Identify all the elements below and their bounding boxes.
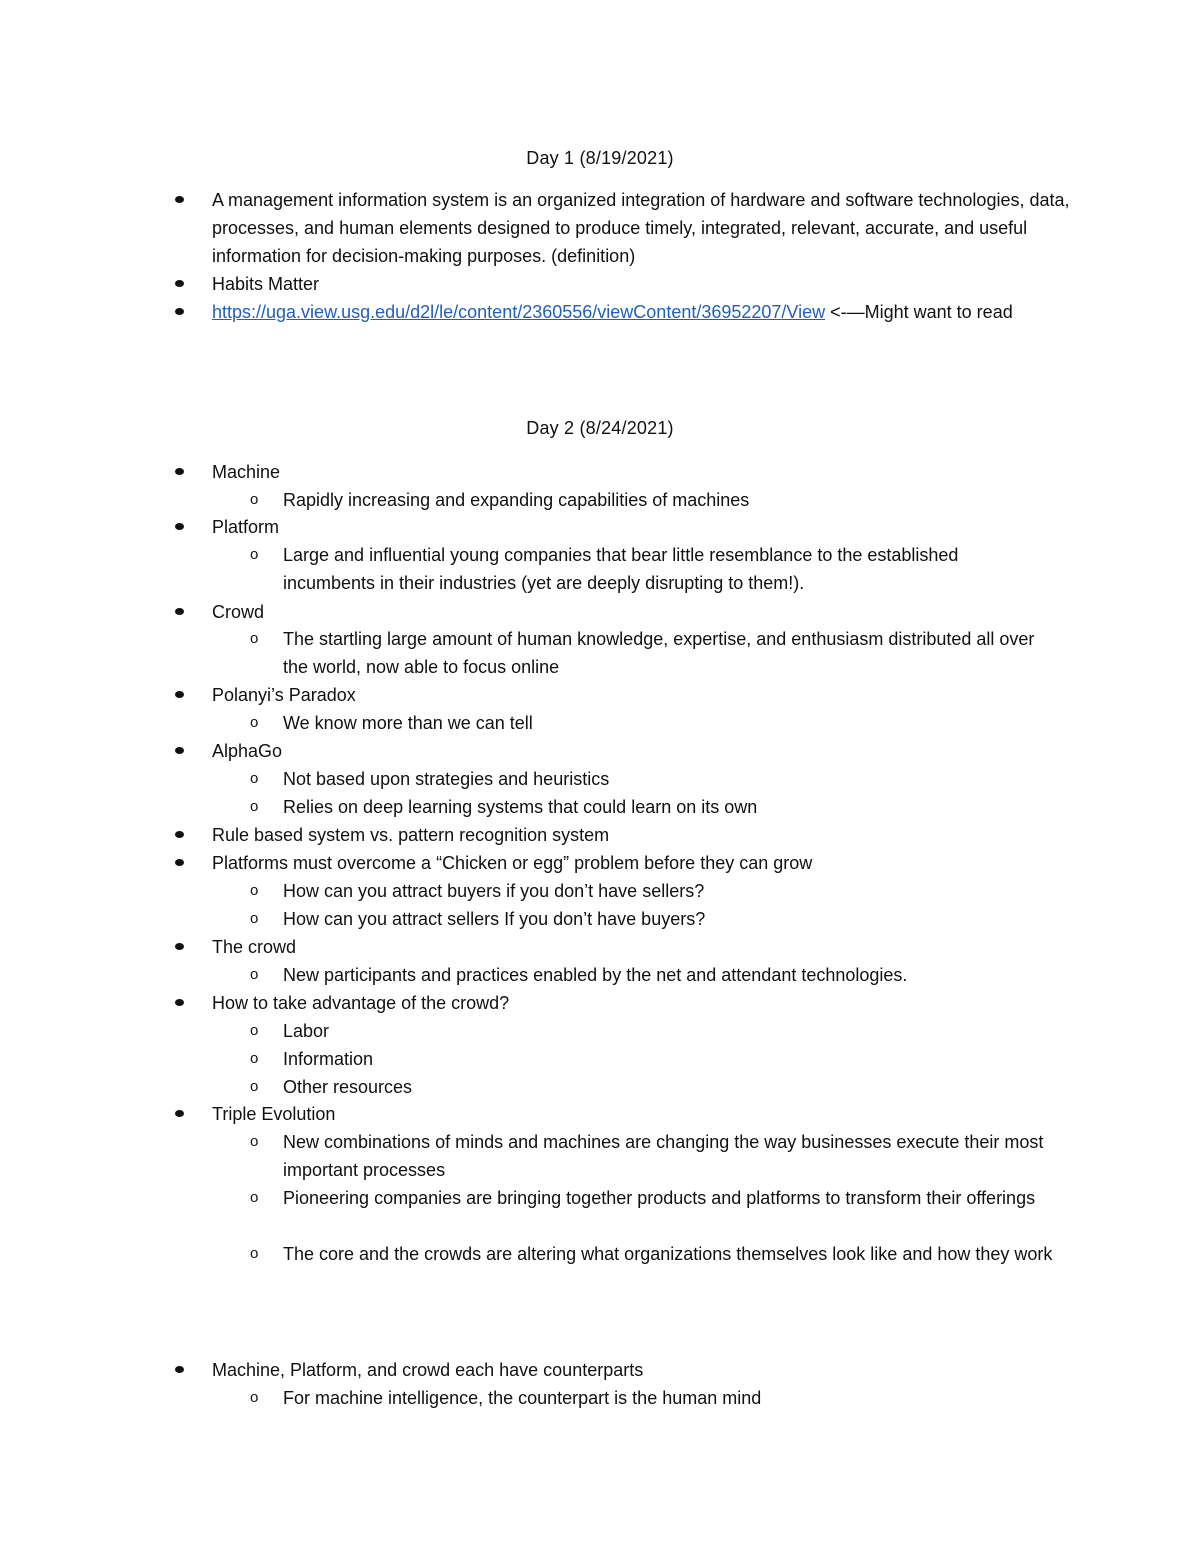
bullet-icon [175, 608, 184, 615]
day2-heading: Day 2 (8/24/2021) [526, 418, 674, 438]
day1-item-link [212, 298, 1072, 326]
day2-sub-item: New combinations of minds and machines are changing the way businesses execute their most important processes [283, 1132, 1044, 1180]
sub-bullet-icon: o [250, 910, 259, 927]
day1-item-habits: Habits Matter [212, 274, 320, 294]
link-note: <-—Might want to read [825, 302, 1013, 322]
bullet-icon [175, 999, 184, 1006]
day1-heading: Day 1 (8/19/2021) [526, 148, 674, 168]
day2-item: The crowd [212, 937, 297, 957]
sub-bullet-icon: o [250, 1189, 259, 1206]
day2-item: Triple Evolution [212, 1104, 336, 1124]
sub-bullet-icon: o [250, 1245, 259, 1262]
bullet-icon [175, 1110, 184, 1117]
day2-item: Crowd [212, 602, 265, 622]
sub-bullet-icon: o [250, 714, 259, 731]
day2-item: Platforms must overcome a “Chicken or egg” problem before they can grow [212, 853, 813, 873]
sub-bullet-icon: o [250, 546, 259, 563]
sub-bullet-icon: o [250, 491, 259, 508]
day2-item: Machine [212, 462, 281, 482]
sub-bullet-icon: o [250, 1050, 259, 1067]
day2-sub-item: The startling large amount of human knowledge, expertise, and enthusiasm distributed all over the world, now able to focus online [283, 629, 1035, 677]
day2-item: Platform [212, 517, 280, 537]
day2-sub-item: How can you attract buyers if you don’t have sellers? [283, 881, 705, 901]
day2-sub-item: For machine intelligence, the counterpart is the human mind [283, 1388, 762, 1408]
sub-bullet-icon: o [250, 1022, 259, 1039]
sub-bullet-icon: o [250, 798, 259, 815]
bullet-icon [175, 943, 184, 950]
bullet-icon [175, 747, 184, 754]
bullet-icon [175, 691, 184, 698]
day2-sub-item: Information [283, 1049, 374, 1069]
day2-sub-item: Rapidly increasing and expanding capabilities of machines [283, 490, 750, 510]
day2-item: How to take advantage of the crowd? [212, 993, 510, 1013]
bullet-icon [175, 468, 184, 475]
day2-item: Rule based system vs. pattern recognition system [212, 825, 610, 845]
sub-bullet-icon: o [250, 966, 259, 983]
bullet-icon [175, 280, 184, 287]
sub-bullet-icon: o [250, 770, 259, 787]
day2-item: AlphaGo [212, 741, 283, 761]
day2-sub-item: Relies on deep learning systems that could learn on its own [283, 797, 758, 817]
day2-sub-item: Other resources [283, 1077, 413, 1097]
day2-sub-item: Pioneering companies are bringing together products and platforms to transform their offerings [283, 1188, 1036, 1208]
bullet-icon [175, 523, 184, 530]
bullet-icon [175, 859, 184, 866]
sub-bullet-icon: o [250, 1389, 259, 1406]
sub-bullet-icon: o [250, 882, 259, 899]
day2-sub-item: Labor [283, 1021, 330, 1041]
day2-item: Polanyi’s Paradox [212, 685, 356, 705]
day2-sub-item: The core and the crowds are altering what organizations themselves look like and how they work [283, 1244, 1053, 1264]
day1-item-definition: A management information system is an organized integration of hardware and software technologies, data, processes, and human elements designed to produce timely, integrated, relevant, accurate, and useful information for decision-making purposes. (definition) [212, 190, 1070, 266]
sub-bullet-icon: o [250, 1133, 259, 1150]
bullet-icon [175, 196, 184, 203]
bullet-icon [175, 831, 184, 838]
content-link[interactable]: https://uga.view.usg.edu/d2l/le/content/2360556/viewContent/36952207/View [212, 302, 826, 322]
sub-bullet-icon: o [250, 630, 259, 647]
bullet-icon [175, 1366, 184, 1373]
day2-sub-item: Not based upon strategies and heuristics [283, 769, 610, 789]
day2-sub-item: We know more than we can tell [283, 713, 533, 733]
day2-item: Machine, Platform, and crowd each have counterparts [212, 1360, 644, 1380]
day2-sub-item: Large and influential young companies that bear little resemblance to the established incumbents in their industries (yet are deeply disrupting to them!). [283, 545, 959, 593]
sub-bullet-icon: o [250, 1078, 259, 1095]
bullet-icon [175, 308, 184, 315]
day2-sub-item: How can you attract sellers If you don’t have buyers? [283, 909, 706, 929]
day2-sub-item: New participants and practices enabled by the net and attendant technologies. [283, 965, 908, 985]
